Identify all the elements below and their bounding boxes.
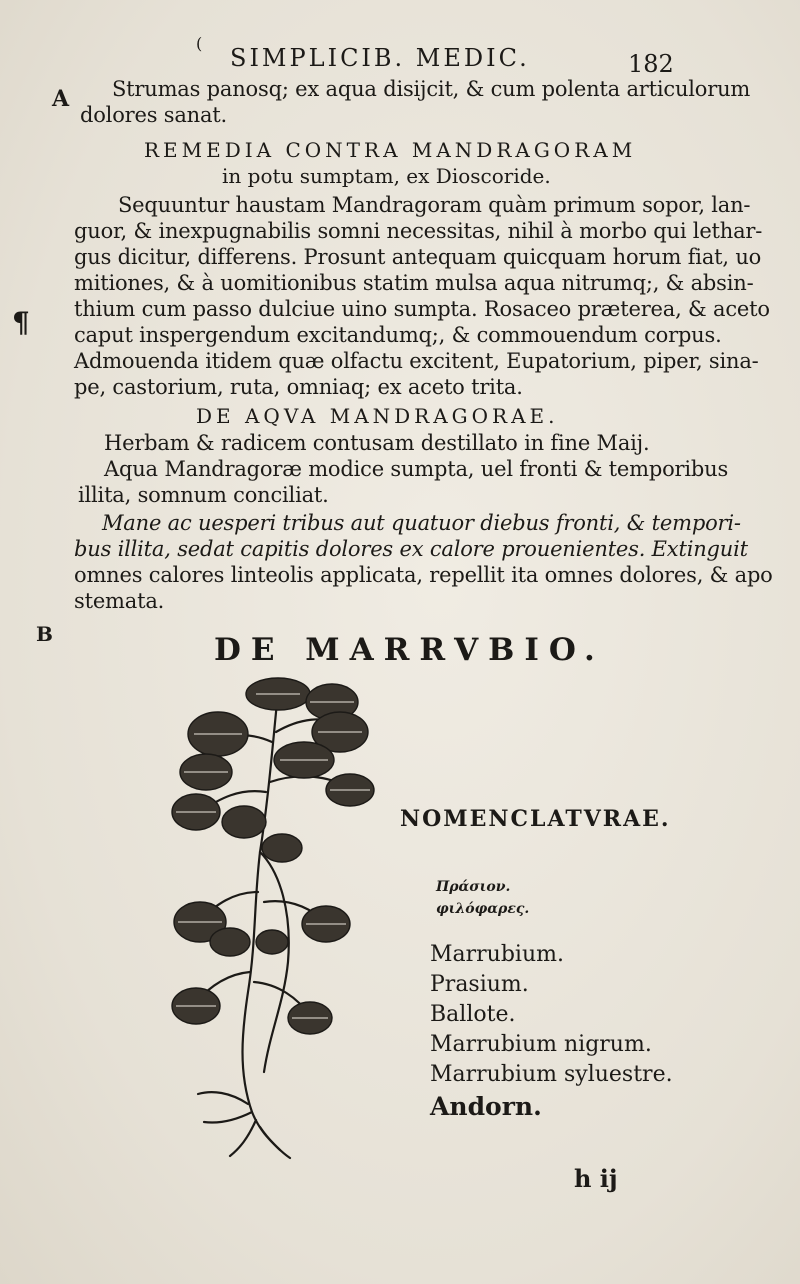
greek-names	[436, 876, 529, 920]
folio-number: 182	[628, 50, 674, 78]
text-line: pe, castorium, ruta, omniaq; ex aceto trita.	[74, 375, 523, 399]
aqua-italic-paragraph	[74, 510, 748, 562]
opening-paragraph	[80, 76, 751, 128]
margin-letter-b: B	[36, 622, 53, 646]
text-line: guor, & inexpugnabilis somni necessitas, nihil à morbo qui lethar-	[74, 219, 763, 243]
text-line: dolores sanat.	[80, 103, 228, 127]
margin-letter-a: A	[52, 86, 70, 112]
text-line: illita, somnum conciliat.	[78, 483, 329, 507]
margin-pilcrow: ¶	[12, 306, 30, 339]
text-line: stemata.	[74, 589, 165, 613]
text-line: bus illita, sedat capitis dolores ex calore prouenientes. Extinguit	[74, 537, 748, 561]
text-line: mitiones, & à uomitionibus statim mulsa aqua nitrumq;, & absin-	[74, 271, 754, 295]
header-paren: (	[196, 34, 203, 53]
latin-name: Ballote.	[430, 1002, 516, 1027]
latin-name: Marrubium nigrum.	[430, 1032, 652, 1057]
signature-mark: h ij	[574, 1164, 618, 1193]
latin-name: Marrubium syluestre.	[430, 1062, 673, 1087]
marrubium-heading: DE MARRVBIO.	[214, 632, 605, 668]
remedia-subheading: in potu sumptam, ex Dioscoride.	[222, 164, 551, 188]
aqua-heading: DE AQVA MANDRAGORAE.	[196, 404, 559, 428]
text-line: thium cum passo dulciue uino sumpta. Rosaceo præterea, & aceto	[74, 297, 770, 321]
nomenclature-heading: NOMENCLATVRAE.	[400, 806, 671, 832]
german-name: Andorn.	[430, 1092, 542, 1121]
running-head: SIMPLICIB. MEDIC.	[230, 44, 530, 72]
text-line: gus dicitur, differens. Prosunt antequam quicquam horum fiat, uo	[74, 245, 762, 269]
text-line: omnes calores linteolis applicata, repellit ita omnes dolores, & apo	[74, 563, 773, 587]
text-line: Herbam & radicem contusam destillato in fine Maij.	[104, 431, 650, 455]
text-line: caput inspergendum excitandumq;, & commouendum corpus.	[74, 323, 722, 347]
remedia-heading: REMEDIA CONTRA MANDRAGORAM	[144, 138, 637, 162]
latin-name: Prasium.	[430, 972, 529, 997]
latin-names-list	[430, 940, 673, 1090]
greek-name: Πράσιον.	[436, 879, 511, 895]
text-line: Admouenda itidem quæ olfactu excitent, Eupatorium, piper, sina-	[74, 349, 759, 373]
text-line: Mane ac uesperi tribus aut quatuor diebus fronti, & tempori-	[102, 511, 741, 535]
aqua-paragraph	[78, 430, 729, 508]
text-line: Strumas panosq; ex aqua disijcit, & cum polenta articulorum	[112, 77, 751, 101]
aqua-closing-lines	[74, 562, 773, 614]
latin-name: Marrubium.	[430, 942, 564, 967]
text-line: Sequuntur haustam Mandragoram quàm primum sopor, lan-	[118, 193, 751, 217]
marrubium-woodcut-illustration	[160, 672, 390, 1162]
remedia-paragraph	[74, 192, 770, 400]
greek-name: φιλόφαρες.	[436, 901, 530, 917]
text-line: Aqua Mandragoræ modice sumpta, uel fronti & temporibus	[104, 457, 729, 481]
